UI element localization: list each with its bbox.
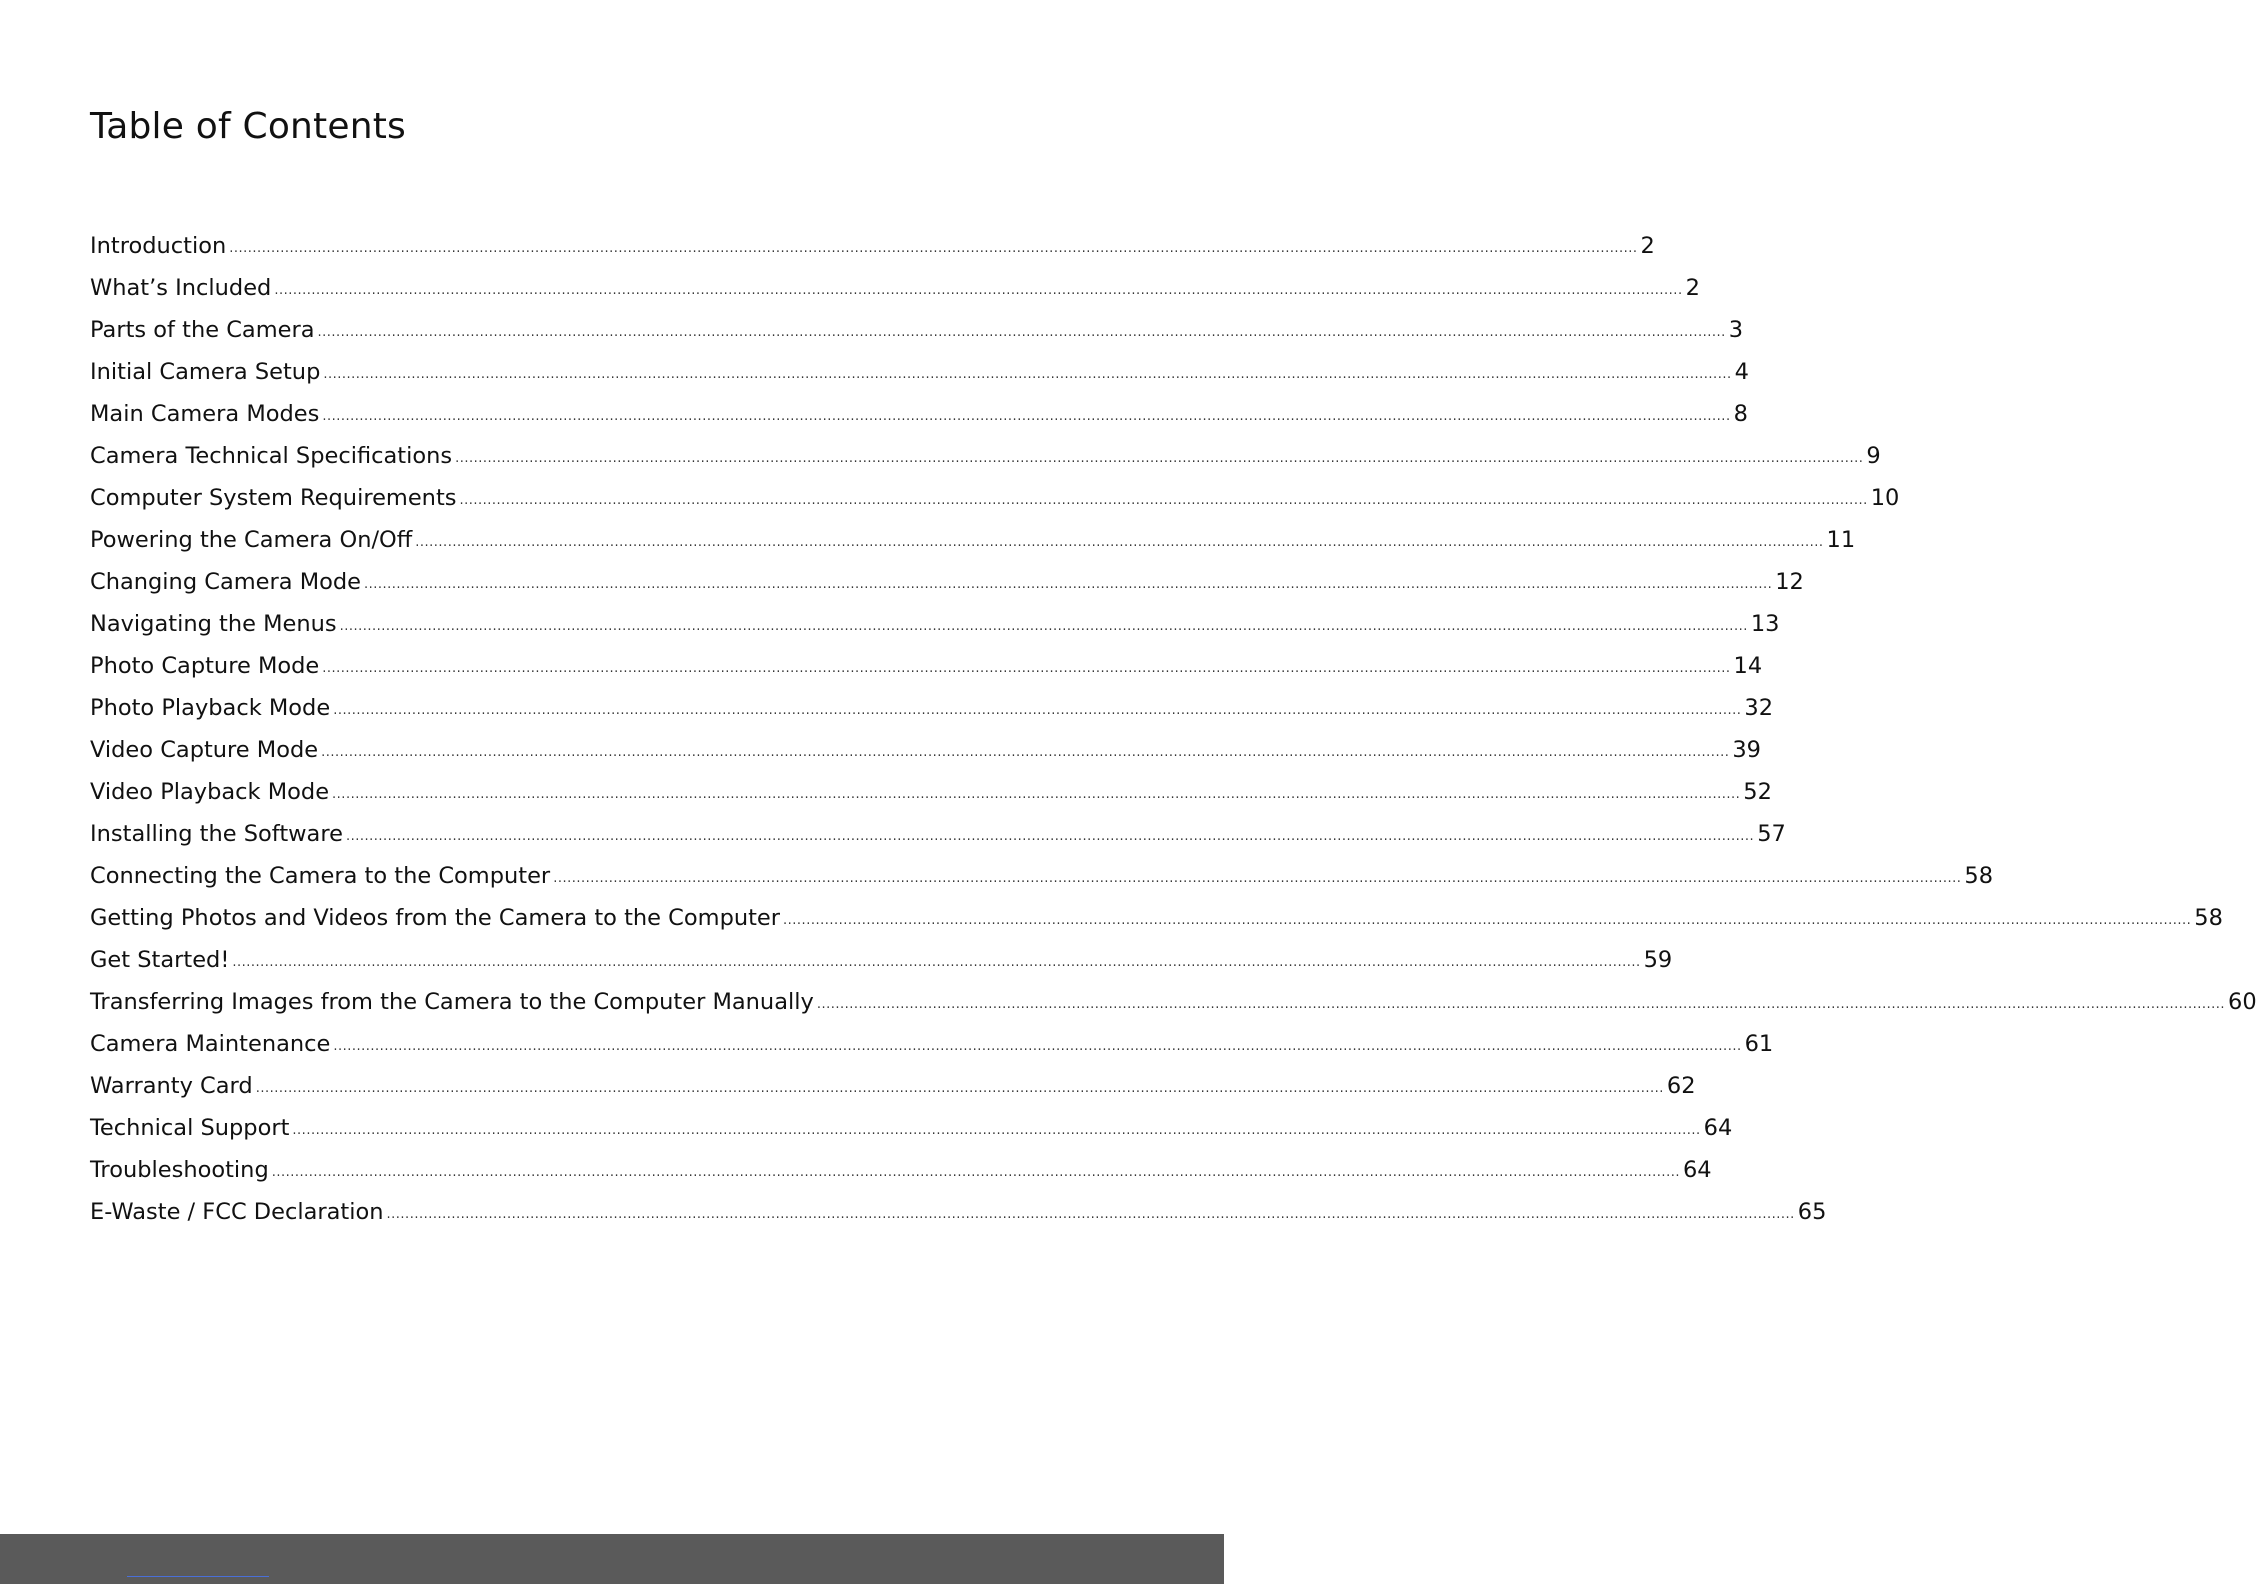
toc-page-number: 57 [1757, 821, 1786, 847]
toc-dot-leader: ................................................................................................................................................................................................................................................................................................................ [321, 745, 1730, 760]
toc-page-number: 2 [1685, 275, 1700, 301]
toc-entry-title: Installing the Software [90, 821, 343, 847]
toc-entry-title: Connecting the Camera to the Computer [90, 863, 551, 889]
toc-dot-leader: ................................................................................................................................................................................................................................................................................................................ [332, 787, 1741, 802]
toc-page-number: 9 [1866, 443, 1881, 469]
toc-entry-title: Photo Capture Mode [90, 653, 320, 679]
toc-dot-leader: ................................................................................................................................................................................................................................................................................................................ [339, 619, 1748, 634]
toc-entry-troubleshooting[interactable] [90, 1149, 1712, 1191]
toc-entry-title: Camera Maintenance [90, 1031, 331, 1057]
toc-entry-changing-camera-mode[interactable] [90, 561, 1804, 603]
toc-page-number: 11 [1826, 527, 1856, 553]
toc-dot-leader: ................................................................................................................................................................................................................................................................................................................ [333, 1039, 1742, 1054]
toc-entry-warranty-card[interactable] [90, 1065, 1696, 1107]
toc-entry-camera-maintenance[interactable] [90, 1023, 1774, 1065]
toc-entry-title: Video Capture Mode [90, 737, 319, 763]
toc-entry-title: Transferring Images from the Camera to the Computer Manually [90, 989, 814, 1015]
toc-dot-leader: ................................................................................................................................................................................................................................................................................................................ [229, 241, 1638, 256]
toc-dot-leader: ................................................................................................................................................................................................................................................................................................................ [322, 661, 1731, 676]
toc-dot-leader: ................................................................................................................................................................................................................................................................................................................ [271, 1165, 1680, 1180]
toc-dot-leader: ................................................................................................................................................................................................................................................................................................................ [816, 997, 2226, 1012]
toc-entry-video-capture-mode[interactable] [90, 729, 1761, 771]
toc-page-number: 13 [1750, 611, 1780, 637]
toc-entry-powering-the-camera[interactable] [90, 519, 1856, 561]
toc-entry-title: Warranty Card [90, 1073, 253, 1099]
toc-entry-camera-technical-specifications[interactable] [90, 435, 1881, 477]
toc-entry-title: Video Playback Mode [90, 779, 330, 805]
toc-page-number: 14 [1733, 653, 1763, 679]
toc-dot-leader: ................................................................................................................................................................................................................................................................................................................ [232, 955, 1641, 970]
toc-dot-leader: ................................................................................................................................................................................................................................................................................................................ [783, 913, 2192, 928]
toc-entry-title: Navigating the Menus [90, 611, 337, 637]
toc-dot-leader: ................................................................................................................................................................................................................................................................................................................ [255, 1081, 1664, 1096]
toc-entry-title: Parts of the Camera [90, 317, 315, 343]
toc-page-number: 52 [1743, 779, 1772, 805]
toc-dot-leader: ................................................................................................................................................................................................................................................................................................................ [323, 367, 1732, 382]
toc-dot-leader: ................................................................................................................................................................................................................................................................................................................ [553, 871, 1962, 886]
toc-dot-leader: ................................................................................................................................................................................................................................................................................................................ [386, 1207, 1795, 1222]
toc-page-number: 60 [2228, 989, 2257, 1015]
toc-entry-title: E-Waste / FCC Declaration [90, 1199, 384, 1225]
footer-link-underline[interactable] [127, 1576, 269, 1577]
toc-page-number: 12 [1775, 569, 1804, 595]
toc-entry-title: Powering the Camera On/Off [90, 527, 413, 553]
toc-page-number: 3 [1728, 317, 1744, 343]
toc-entry-title: Getting Photos and Videos from the Camera to the Computer [90, 905, 781, 931]
toc-page-number: 59 [1643, 947, 1673, 973]
toc-dot-leader: ................................................................................................................................................................................................................................................................................................................ [345, 829, 1755, 844]
toc-dot-leader: ................................................................................................................................................................................................................................................................................................................ [459, 493, 1868, 508]
toc-entry-title: Introduction [90, 233, 227, 259]
toc-dot-leader: ................................................................................................................................................................................................................................................................................................................ [455, 451, 1864, 466]
toc-entry-photo-playback-mode[interactable] [90, 687, 1774, 729]
toc-entry-title: Computer System Requirements [90, 485, 457, 511]
toc-page-number: 2 [1640, 233, 1655, 259]
toc-entry-introduction[interactable] [90, 225, 1655, 267]
toc-page-number: 58 [2194, 905, 2223, 931]
toc-entry-title: Camera Technical Specifications [90, 443, 453, 469]
toc-page-number: 4 [1734, 359, 1749, 385]
toc-dot-leader: ................................................................................................................................................................................................................................................................................................................ [333, 703, 1742, 718]
toc-entry-title: Changing Camera Mode [90, 569, 361, 595]
toc-entry-e-waste-fcc-declaration[interactable] [90, 1191, 1827, 1233]
page-title: Table of Contents [90, 106, 407, 147]
toc-entry-video-playback-mode[interactable] [90, 771, 1772, 813]
toc-entry-main-camera-modes[interactable] [90, 393, 1748, 435]
toc-entry-connecting-the-camera[interactable] [90, 855, 1994, 897]
footer-bar [0, 1534, 1224, 1584]
toc-dot-leader: ................................................................................................................................................................................................................................................................................................................ [317, 325, 1726, 340]
toc-entry-whats-included[interactable] [90, 267, 1700, 309]
toc-page-number: 10 [1870, 485, 1900, 511]
toc-list [90, 225, 2257, 1233]
toc-entry-title: Get Started! [90, 947, 230, 973]
toc-entry-title: Troubleshooting [90, 1157, 269, 1183]
toc-page-number: 39 [1732, 737, 1761, 763]
toc-entry-title: Initial Camera Setup [90, 359, 321, 385]
toc-page-number: 64 [1703, 1115, 1733, 1141]
toc-entry-computer-system-requirements[interactable] [90, 477, 1900, 519]
toc-page-number: 65 [1797, 1199, 1827, 1225]
toc-entry-transferring-images-manually[interactable] [90, 981, 2257, 1023]
toc-dot-leader: ................................................................................................................................................................................................................................................................................................................ [364, 577, 1773, 592]
toc-entry-technical-support[interactable] [90, 1107, 1733, 1149]
toc-entry-get-started[interactable] [90, 939, 1673, 981]
toc-page-number: 61 [1744, 1031, 1774, 1057]
toc-entry-title: Technical Support [90, 1115, 290, 1141]
toc-entry-title: What’s Included [90, 275, 272, 301]
toc-page-number: 32 [1744, 695, 1774, 721]
toc-entry-getting-photos-and-videos[interactable] [90, 897, 2223, 939]
toc-dot-leader: ................................................................................................................................................................................................................................................................................................................ [274, 283, 1683, 298]
toc-entry-photo-capture-mode[interactable] [90, 645, 1763, 687]
toc-dot-leader: ................................................................................................................................................................................................................................................................................................................ [322, 409, 1731, 424]
toc-entry-title: Photo Playback Mode [90, 695, 331, 721]
toc-dot-leader: ................................................................................................................................................................................................................................................................................................................ [415, 535, 1824, 550]
toc-entry-navigating-the-menus[interactable] [90, 603, 1780, 645]
toc-dot-leader: ................................................................................................................................................................................................................................................................................................................ [292, 1123, 1701, 1138]
toc-page-number: 62 [1666, 1073, 1696, 1099]
toc-page-number: 64 [1682, 1157, 1712, 1183]
toc-page-number: 8 [1733, 401, 1748, 427]
toc-entry-parts-of-the-camera[interactable] [90, 309, 1744, 351]
toc-entry-initial-camera-setup[interactable] [90, 351, 1749, 393]
toc-page-number: 58 [1964, 863, 1994, 889]
toc-entry-installing-the-software[interactable] [90, 813, 1786, 855]
toc-entry-title: Main Camera Modes [90, 401, 320, 427]
